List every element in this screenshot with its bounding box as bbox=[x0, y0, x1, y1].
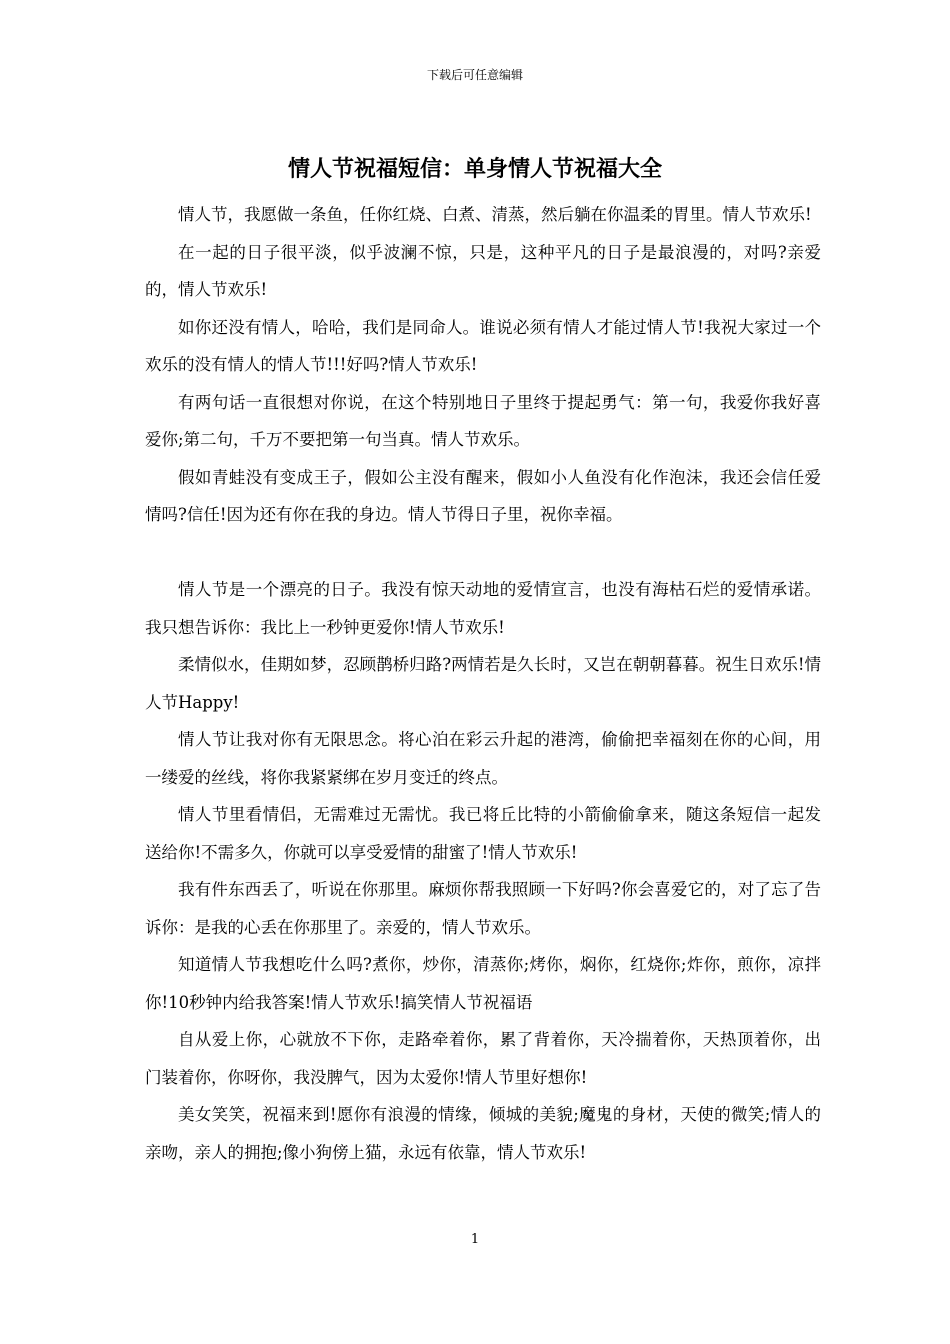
paragraph-2: 在一起的日子很平淡，似乎波澜不惊，只是，这种平凡的日子是最浪漫的，对吗?亲爱的，情人节欢乐! bbox=[145, 242, 821, 299]
document-body bbox=[145, 196, 821, 1171]
paragraph-10: 我有件东西丢了，听说在你那里。麻烦你帮我照顾一下好吗?你会喜爱它的，对了忘了告诉你：是我的心丢在你那里了。亲爱的，情人节欢乐。 bbox=[145, 880, 821, 937]
paragraph-3: 如你还没有情人，哈哈，我们是同命人。谁说必须有情人才能过情人节!我祝大家过一个欢乐的没有情人的情人节!!!好吗?情人节欢乐! bbox=[145, 317, 821, 374]
paragraph-5: 假如青蛙没有变成王子，假如公主没有醒来，假如小人鱼没有化作泡沫，我还会信任爱情吗?信任!因为还有你在我的身边。情人节得日子里，祝你幸福。 bbox=[145, 467, 821, 524]
paragraph-11: 知道情人节我想吃什么吗?煮你，炒你，清蒸你;烤你，焖你，红烧你;炸你，煎你，凉拌你!10秒钟内给我答案!情人节欢乐!搞笑情人节祝福语 bbox=[145, 955, 821, 1012]
document-title: 情人节祝福短信：单身情人节祝福大全 bbox=[287, 156, 662, 182]
paragraph-13: 美女笑笑，祝福来到!愿你有浪漫的情缘，倾城的美貌;魔鬼的身材，天使的微笑;情人的亲吻，亲人的拥抱;像小狗傍上猫，永远有依靠，情人节欢乐! bbox=[145, 1105, 821, 1162]
paragraph-9: 情人节里看情侣，无需难过无需忧。我已将丘比特的小箭偷偷拿来，随这条短信一起发送给你!不需多久，你就可以享受爱情的甜蜜了!情人节欢乐! bbox=[145, 805, 821, 862]
header-note: 下载后可任意编辑 bbox=[426, 68, 523, 82]
paragraph-4: 有两句话一直很想对你说，在这个特别地日子里终于提起勇气：第一句，我爱你我好喜爱你;第二句，千万不要把第一句当真。情人节欢乐。 bbox=[145, 392, 821, 449]
paragraph-1: 情人节，我愿做一条鱼，任你红烧、白煮、清蒸，然后躺在你温柔的胃里。情人节欢乐! bbox=[178, 205, 812, 224]
paragraph-7: 柔情似水，佳期如梦，忍顾鹊桥归路?两情若是久长时，又岂在朝朝暮暮。祝生日欢乐!情人节Happy! bbox=[145, 655, 821, 712]
page-number: 1 bbox=[470, 1232, 480, 1247]
paragraph-8: 情人节让我对你有无限思念。将心泊在彩云升起的港湾，偷偷把幸福刻在你的心间，用一缕爱的丝线，将你我紧紧绑在岁月变迁的终点。 bbox=[145, 730, 821, 787]
paragraph-12: 自从爱上你，心就放不下你，走路牵着你，累了背着你，天冷揣着你，天热顶着你，出门装着你，你呀你，我没脾气，因为太爱你!情人节里好想你! bbox=[145, 1030, 821, 1087]
paragraph-6: 情人节是一个漂亮的日子。我没有惊天动地的爱情宣言，也没有海枯石烂的爱情承诺。我只想告诉你：我比上一秒钟更爱你!情人节欢乐! bbox=[145, 580, 821, 637]
